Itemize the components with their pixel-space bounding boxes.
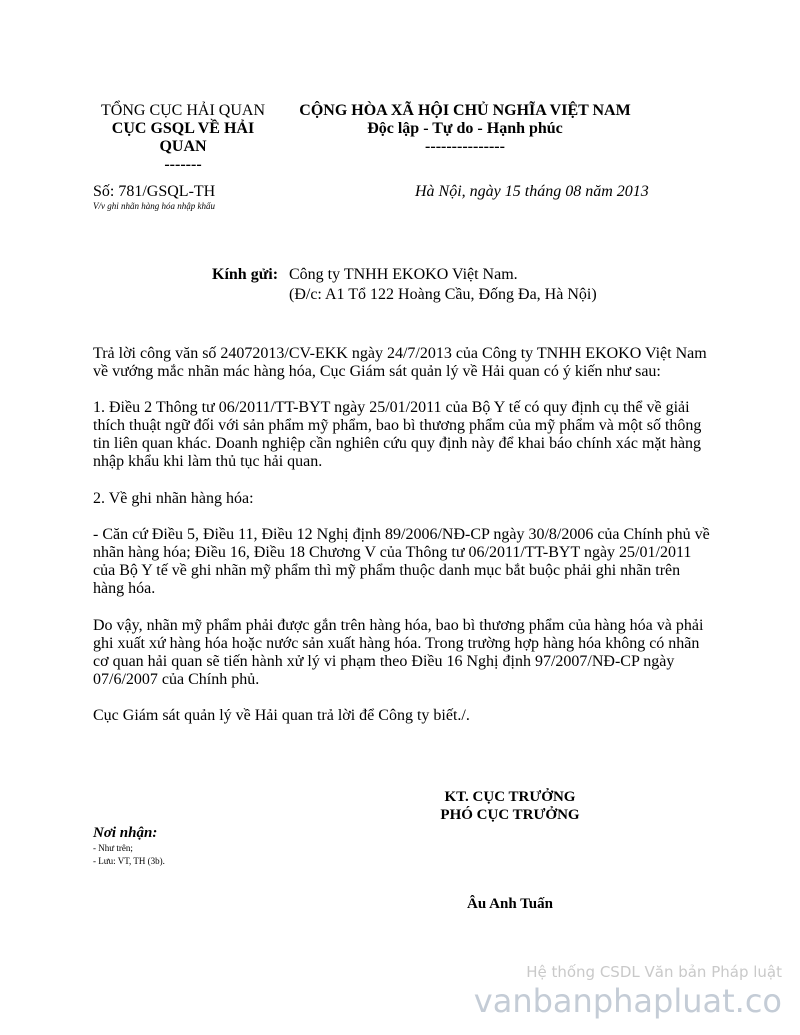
issuing-agency-block [98,102,268,174]
watermark-domain: vanbanphapluat.co [473,982,782,1020]
place-and-date: Hà Nội, ngày 15 tháng 08 năm 2013 [415,183,649,200]
body-paragraph-intro: Trả lời công văn số 24072013/CV-EKK ngày 24/7/2013 của Công ty TNHH EKOKO Việt Nam về vướng mắc nhãn mác hàng hóa, Cục Giám sát quản lý về Hải quan có ý kiến như sau: [93,345,707,380]
signer-title-block [420,788,600,824]
body-paragraph-2-heading: 2. Về ghi nhãn hàng hóa: [93,490,254,507]
national-header-block [290,102,640,156]
recipients-item: - Như trên; [93,843,133,853]
recipient-block [212,265,597,305]
recipients-item: - Lưu: VT, TH (3b). [93,856,165,866]
signer-title-line1: KT. CỤC TRƯỞNG [444,789,576,805]
agency-name: TỔNG CỤC HẢI QUAN [101,102,265,119]
national-motto: Độc lập - Tự do - Hạnh phúc [367,120,563,137]
site-watermark [474,963,782,1021]
recipient-address: (Đ/c: A1 Tổ 122 Hoàng Cầu, Đống Đa, Hà Nội) [289,286,597,303]
signer-name: Âu Anh Tuấn [467,896,553,912]
recipient-name: Công ty TNHH EKOKO Việt Nam. [289,266,518,283]
recipients-list [93,825,165,868]
body-paragraph-conclusion: Do vậy, nhãn mỹ phẩm phải được gắn trên hàng hóa, bao bì thương phẩm của hàng hóa và phải ghi xuất xứ hàng hóa hoặc nước sản xuất hàng hóa. Trong trường hợp hàng hóa không có nhãn cơ quan hải quan sẽ tiến hành xử lý vi phạm theo Điều 16 Nghị định 97/2007/NĐ-CP ngày 07/6/2007 của Chính phủ. [93,617,704,688]
document-number: Số: 781/GSQL-TH [93,183,216,200]
body-paragraph-closing: Cục Giám sát quản lý về Hải quan trả lời để Công ty biết./. [93,707,470,724]
body-paragraph-1: 1. Điều 2 Thông tư 06/2011/TT-BYT ngày 25/01/2011 của Bộ Y tế có quy định cụ thể về giải thích thuật ngữ đối với sản phẩm mỹ phẩm, bao bì thương phẩm của mỹ phẩm và một số thông tin liên quan khác. Doanh nghiệp cần nghiên cứu quy định này để khai báo chính xác mặt hàng nhập khẩu khi làm thủ tục hải quan. [93,399,702,470]
watermark-tagline: Hệ thống CSDL Văn bản Pháp luật [526,963,782,981]
body-paragraph-basis: - Căn cứ Điều 5, Điều 11, Điều 12 Nghị định 89/2006/NĐ-CP ngày 30/8/2006 của Chính phủ về nhãn hàng hóa; Điều 16, Điều 18 Chương V của Thông tư 06/2011/TT-BYT ngày 25/01/2011 của Bộ Y tế về ghi nhãn mỹ phẩm thì mỹ phẩm thuộc danh mục bắt buộc phải ghi nhãn trên hàng hóa. [93,526,710,597]
signer-title-line2: PHÓ CỤC TRƯỞNG [440,807,580,823]
left-header-separator: ------- [164,156,202,173]
recipient-label: Kính gửi: [212,266,279,283]
nation-title: CỘNG HÒA XÃ HỘI CHỦ NGHĨA VIỆT NAM [299,102,631,119]
document-subject: V/v ghi nhãn hàng hóa nhập khẩu [93,201,215,211]
recipients-title: Nơi nhận: [93,825,158,841]
right-header-separator: --------------- [425,138,505,155]
department-name: CỤC GSQL VỀ HẢI QUAN [111,120,255,155]
